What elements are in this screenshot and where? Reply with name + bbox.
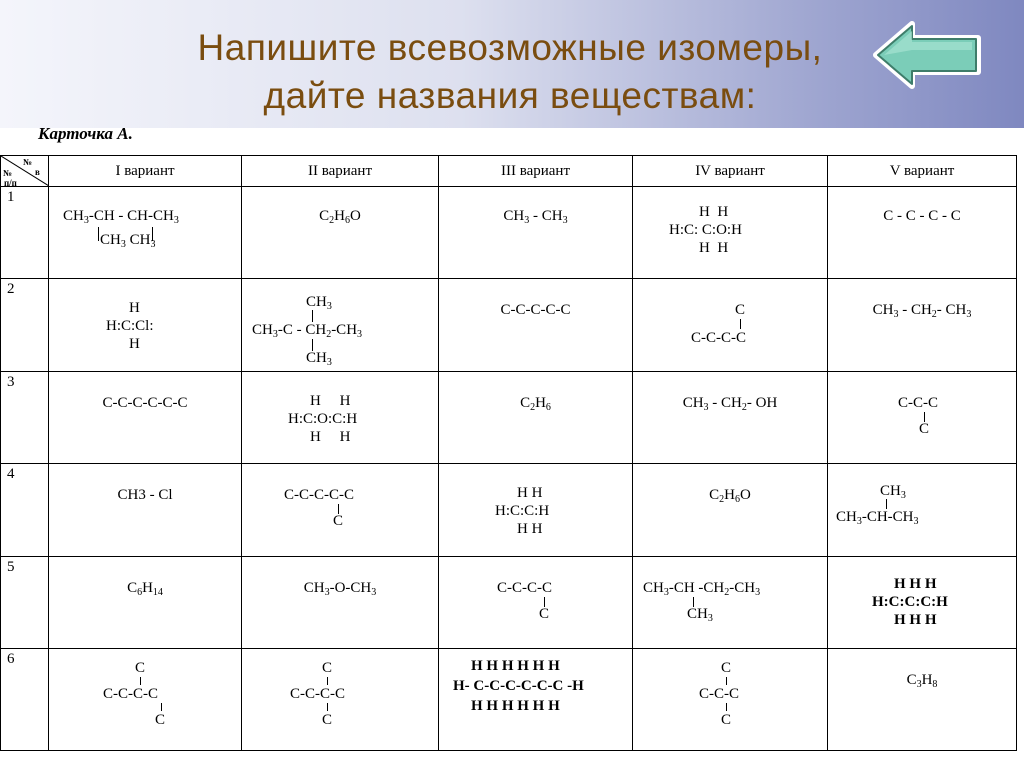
cell-r5c3: C-C-C-C C	[439, 556, 633, 648]
header-variant-4: IV вариант	[633, 156, 828, 187]
cell-r2c4: C C-C-C-C	[633, 279, 828, 371]
cell-r5c4: $CH_3-CH$ $-CH_2-CH_3$ $CH_3$	[633, 556, 828, 648]
cell-r1c3: $CH_3 - CH_3$	[439, 187, 633, 279]
left-arrow-icon[interactable]	[872, 20, 984, 90]
corner-pp: п/п	[4, 178, 17, 188]
cell-r2c3: C-C-C-C-C	[439, 279, 633, 371]
cell-r4c1: CH3 - Cl	[49, 464, 242, 556]
title-line-2: дайте названия веществам:	[263, 75, 757, 116]
table-row	[1, 187, 1017, 279]
cell-r6c1: C C-C-C-C C	[49, 649, 242, 751]
table-row	[1, 556, 1017, 648]
header-variant-3: III вариант	[439, 156, 633, 187]
cell-r1c4: H H H:C: C:O:H H H	[633, 187, 828, 279]
cell-r3c3: $C_2H_6$	[439, 371, 633, 463]
cell-r3c1: C-C-C-C-C-C	[49, 371, 242, 463]
cell-r4c5: $CH_3$ $CH_3-CH-CH_3$	[828, 464, 1017, 556]
header-variant-5: V вариант	[828, 156, 1017, 187]
table-row	[1, 279, 1017, 371]
cell-r4c3: H H H:C:C:H H H	[439, 464, 633, 556]
row-number: 3	[1, 371, 49, 463]
row-number: 2	[1, 279, 49, 371]
cell-r6c5: $C_3H_8$	[828, 649, 1017, 751]
cell-r5c2: $CH_3-O-CH_3$	[242, 556, 439, 648]
header-variant-1: I вариант	[49, 156, 242, 187]
header-variant-2: II вариант	[242, 156, 439, 187]
cell-r1c5: C - C - C - C	[828, 187, 1017, 279]
cell-r3c2: H H H:C:O:C:H H H	[242, 371, 439, 463]
title-line-1: Напишите всевозможные изомеры,	[197, 27, 823, 68]
corner-cell	[1, 156, 49, 187]
cell-r2c5: $CH_3 - CH_2-$ $CH_3$	[828, 279, 1017, 371]
corner-v: в	[35, 167, 40, 177]
slide-header	[0, 0, 1024, 128]
cell-r2c2: $CH_3$ $CH_3-C - CH_2-CH_3$ $CH_3$	[242, 279, 439, 371]
isomer-table	[0, 155, 1017, 751]
corner-no-left: №	[3, 168, 13, 178]
header-row	[1, 156, 1017, 187]
table-row	[1, 649, 1017, 751]
cell-r6c4: C C-C-C C	[633, 649, 828, 751]
row-number: 6	[1, 649, 49, 751]
card-label: Карточка А.	[38, 124, 133, 143]
table-row	[1, 371, 1017, 463]
row-number: 4	[1, 464, 49, 556]
row-number: 5	[1, 556, 49, 648]
cell-r6c3: H H H H H H H- C-C-C-C-C-C -H H H H H H H	[439, 649, 633, 751]
cell-r3c4: $CH_3 - CH_2-$ OH	[633, 371, 828, 463]
cell-r1c1: $CH_3-CH - CH-CH_3$ $CH_3$ $CH_3$	[49, 187, 242, 279]
cell-r1c2: $C_2H_6O$	[242, 187, 439, 279]
table-row	[1, 464, 1017, 556]
slide-title	[130, 24, 890, 120]
corner-no-top: №	[23, 157, 33, 167]
cell-r5c1: $C_6H_{14}$	[49, 556, 242, 648]
cell-r6c2: C C-C-C-C C	[242, 649, 439, 751]
cell-r4c4: $C_2H_6O$	[633, 464, 828, 556]
cell-r5c5: H H H H:C:C:C:H H H H	[828, 556, 1017, 648]
cell-r4c2: C-C-C-C-C C	[242, 464, 439, 556]
row-number: 1	[1, 187, 49, 279]
cell-r2c1: H H:C:Cl: H	[49, 279, 242, 371]
cell-r3c5: C-C-C C	[828, 371, 1017, 463]
